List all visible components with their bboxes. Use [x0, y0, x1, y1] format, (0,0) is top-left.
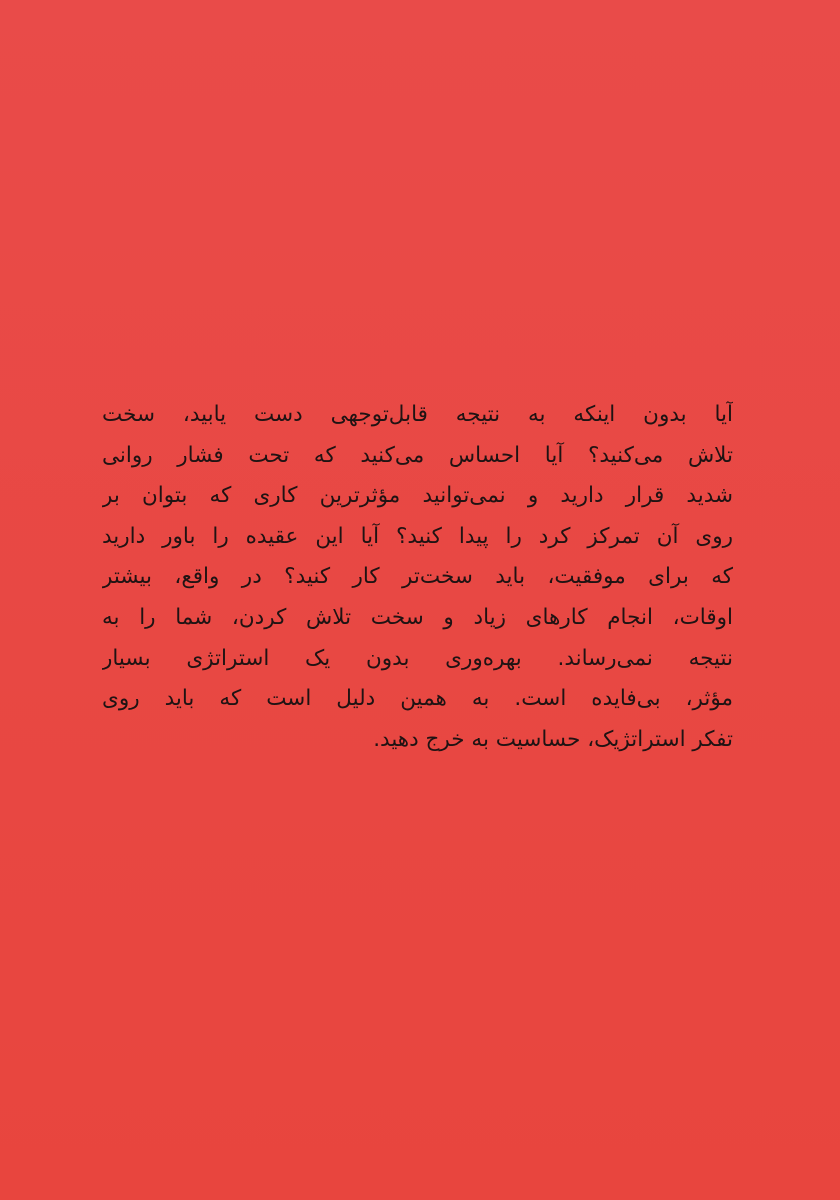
body-paragraph: [102, 395, 733, 760]
paragraph-line: مؤثر، بی‌فایده است. به همین دلیل است که باید روی: [102, 686, 733, 712]
paragraph-line: روی آن تمرکز کرد را پیدا کنید؟ آیا این عقیده را باور دارید: [102, 523, 733, 549]
paragraph-line: که برای موفقیت، باید سخت‌تر کار کنید؟ در واقع، بیشتر: [102, 564, 733, 590]
paragraph-line: نتیجه نمی‌رساند. بهره‌وری بدون یک استراتژی بسیار: [102, 645, 733, 671]
paragraph-line: اوقات، انجام کارهای زیاد و سخت تلاش کردن، شما را به: [102, 604, 733, 630]
paragraph-line: آیا بدون اینکه به نتیجه قابل‌توجهی دست یابید، سخت: [102, 402, 733, 427]
paragraph-line: تلاش می‌کنید؟ آیا احساس می‌کنید که تحت فشار روانی: [102, 442, 733, 468]
paragraph-line: شدید قرار دارید و نمی‌توانید مؤثرترین کاری که بتوان بر: [102, 483, 733, 509]
paragraph-line: تفکر استراتژیک، حساسیت به خرج دهید.: [373, 726, 733, 752]
